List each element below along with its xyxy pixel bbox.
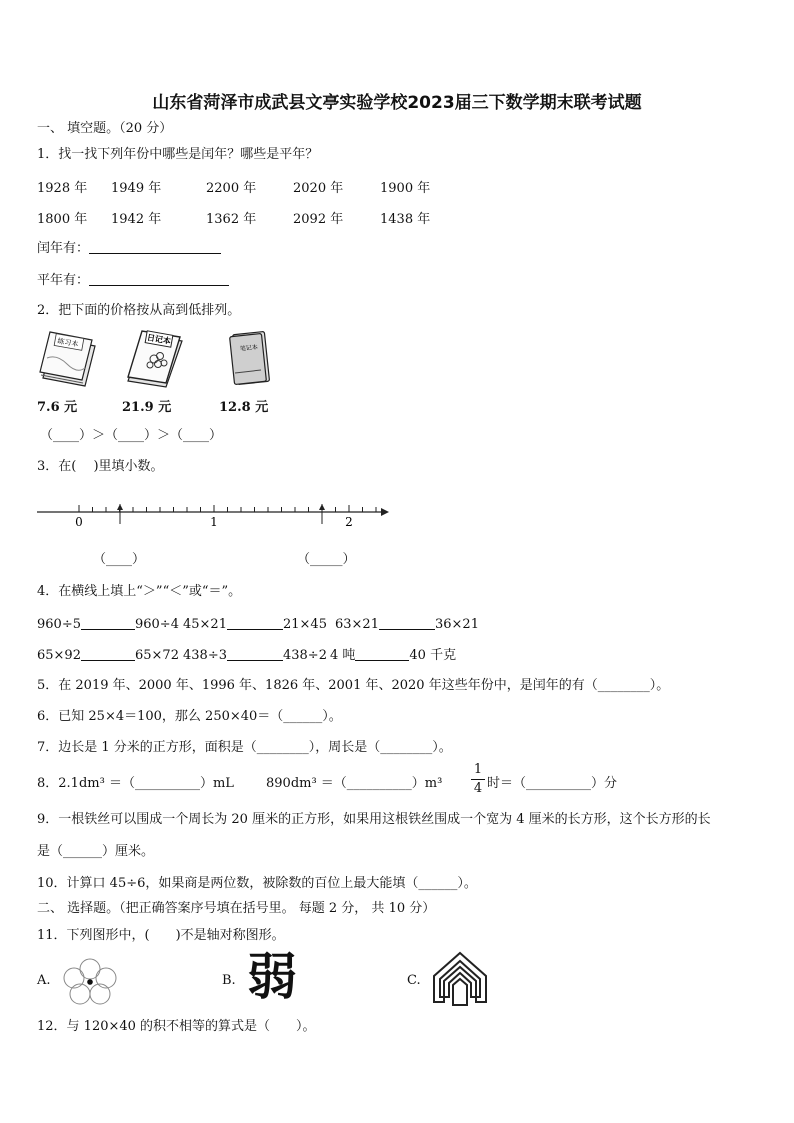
marker-arrow-1-head (117, 504, 123, 510)
question-8-part-1: 8．2.1dm³ ＝（__________）mL (37, 776, 234, 791)
number-line (37, 496, 397, 536)
section-2-heading: 二、 选择题。（把正确答案序号填在括号里。 每题 2 分， 共 10 分） (37, 901, 436, 916)
common-year-row (37, 271, 229, 290)
price-label: 21.9 元 (122, 400, 172, 415)
fraction-denominator: 4 (473, 781, 483, 796)
compare-item (335, 615, 479, 634)
diary-book-image (126, 327, 184, 389)
tick-label-2: 2 (345, 515, 353, 529)
leap-year-label: 闰年有： (37, 241, 90, 256)
compare-blank[interactable] (379, 615, 435, 630)
option-b-label: B. (222, 973, 236, 988)
compare-left: 45×21 (183, 617, 227, 632)
question-3-prompt: 3．在( )里填小数。 (37, 459, 164, 474)
year-item: 1949 年 (111, 181, 162, 196)
fraction-one-quarter (471, 762, 485, 797)
fraction-numerator: 1 (473, 762, 483, 777)
compare-blank[interactable] (81, 615, 135, 630)
compare-right: 21×45 (282, 617, 327, 632)
common-year-answer-blank[interactable] (89, 271, 229, 286)
option-c-logo-figure[interactable] (431, 950, 489, 1008)
compare-blank[interactable] (227, 646, 283, 661)
section-1-heading: 一、 填空题。（20 分） (37, 121, 173, 136)
compare-item (183, 646, 327, 665)
question-8-part-2: 890dm³ ＝（__________）m³ (266, 776, 443, 791)
number-line-arrow (381, 508, 389, 516)
question-12: 12．与 120×40 的积不相等的算式是（ ）。 (37, 1019, 316, 1034)
price-label: 7.6 元 (37, 400, 78, 415)
question-7: 7．边长是 1 分米的正方形，面积是（________），周长是（________）。 (37, 740, 452, 755)
year-item: 2092 年 (293, 212, 344, 227)
compare-right: 36×21 (434, 617, 479, 632)
compare-item (37, 646, 179, 665)
compare-left: 960÷5 (37, 617, 81, 632)
leap-year-answer-blank[interactable] (89, 239, 221, 254)
page-title: 山东省菏泽市成武县文亭实验学校2023届三下数学期末联考试题 (152, 93, 642, 113)
leap-year-row (37, 239, 221, 258)
compare-left: 438÷3 (183, 648, 227, 663)
compare-right: 40 千克 (409, 648, 457, 663)
compare-left: 65×92 (37, 648, 81, 663)
exercise-book-cover-text: 练习本 (56, 337, 79, 349)
marker-arrow-2-head (319, 504, 325, 510)
option-a-label: A. (37, 973, 51, 988)
question-9-line-1: 9．一根铁丝可以围成一个周长为 20 厘米的正方形，如果用这根铁丝围成一个宽为 4 厘米的长方形，这个长方形的长 (37, 812, 711, 827)
compare-blank[interactable] (355, 646, 409, 661)
year-item: 1362 年 (206, 212, 257, 227)
diary-cover-text: 日记本 (146, 332, 172, 347)
compare-right: 65×72 (134, 648, 179, 663)
compare-item (183, 615, 327, 634)
option-a-flower-figure[interactable] (62, 958, 118, 1006)
fraction-bar (471, 779, 485, 780)
question-2-prompt: 2．把下面的价格按从高到低排列。 (37, 303, 241, 318)
price-order-blanks[interactable]: （____）＞（____）＞（____） (40, 428, 223, 443)
tick-label-1: 1 (210, 515, 218, 529)
question-11-prompt: 11．下列图形中，( )不是轴对称图形。 (37, 928, 285, 943)
compare-item (37, 615, 179, 634)
year-item: 1900 年 (380, 181, 431, 196)
year-item: 2020 年 (293, 181, 344, 196)
year-item: 1438 年 (380, 212, 431, 227)
year-item: 1928 年 (37, 181, 88, 196)
number-line-answer-2[interactable]: （_____） (297, 552, 356, 567)
tick-label-0: 0 (75, 515, 83, 529)
year-item: 2200 年 (206, 181, 257, 196)
option-c-label: C. (407, 973, 421, 988)
notebook-cover-text: 笔记本 (239, 343, 259, 353)
compare-blank[interactable] (81, 646, 135, 661)
question-4-prompt: 4．在横线上填上“＞”“＜”或“＝”。 (37, 584, 242, 599)
question-5: 5．在 2019 年、2000 年、1996 年、1826 年、2001 年、2020 年这些年份中，是闰年的有（________）。 (37, 678, 670, 693)
year-item: 1942 年 (111, 212, 162, 227)
compare-blank[interactable] (227, 615, 283, 630)
price-label: 12.8 元 (219, 400, 269, 415)
notebook-image (229, 330, 271, 386)
question-1-prompt: 1．找一找下列年份中哪些是闰年？哪些是平年？ (37, 147, 319, 162)
common-year-label: 平年有： (37, 273, 90, 288)
question-8-part-3: 时＝（__________）分 (487, 776, 618, 791)
compare-item (330, 646, 456, 665)
year-item: 1800 年 (37, 212, 88, 227)
number-line-answer-1[interactable]: （____） (93, 552, 146, 567)
question-6: 6．已知 25×4＝100，那么 250×40＝（______）。 (37, 709, 342, 724)
compare-left: 4 吨 (330, 648, 356, 663)
option-b-character-figure[interactable]: 弱 (247, 948, 297, 1006)
exercise-book-image (37, 328, 97, 388)
compare-right: 960÷4 (134, 617, 179, 632)
compare-left: 63×21 (335, 617, 379, 632)
question-10: 10．计算口 45÷6，如果商是两位数，被除数的百位上最大能填（______）。 (37, 876, 477, 891)
question-9-line-2: 是（______）厘米。 (37, 844, 155, 859)
compare-right: 438÷2 (282, 648, 327, 663)
